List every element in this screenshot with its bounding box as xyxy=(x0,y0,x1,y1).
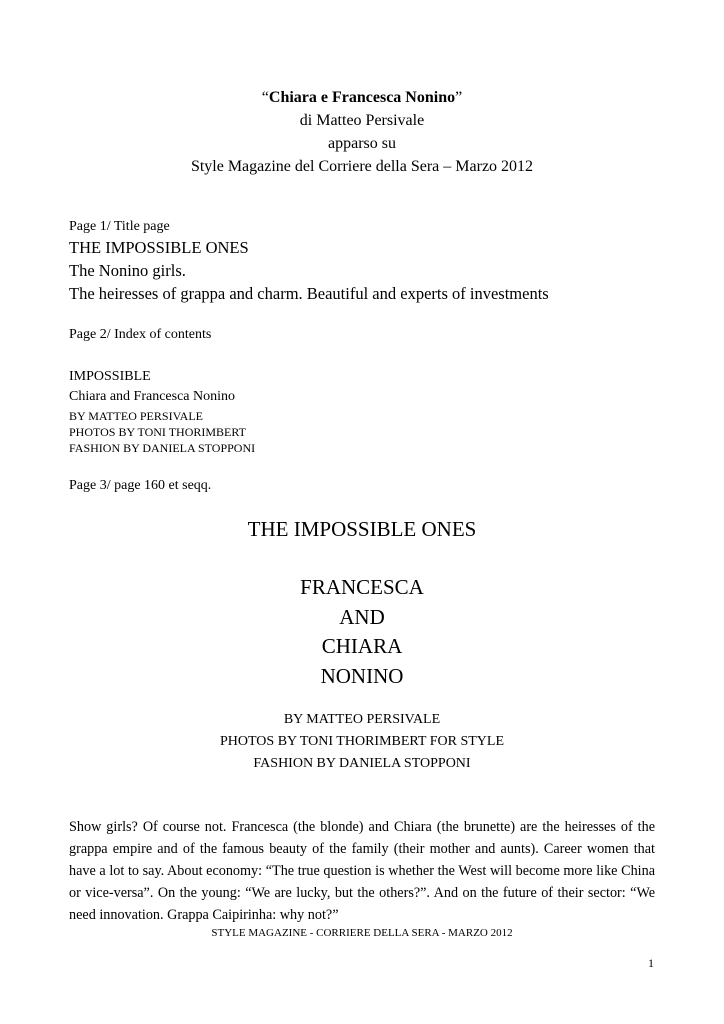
index-heading: IMPOSSIBLE xyxy=(69,369,151,384)
feature-names xyxy=(0,573,724,691)
open-quote: “ xyxy=(261,89,269,106)
page3-label: Page 3/ page 160 et seqq. xyxy=(69,478,212,493)
page-footer: STYLE MAGAZINE - CORRIERE DELLA SERA - MARZO 2012 xyxy=(211,927,513,939)
close-quote: ” xyxy=(455,89,463,106)
publication-name: Style Magazine del Corriere della Sera – Marzo 2012 xyxy=(190,158,534,175)
page1-line-2: The Nonino girls. xyxy=(69,261,186,280)
page3-section xyxy=(69,477,211,495)
article-title-line xyxy=(0,86,724,109)
document-header xyxy=(0,86,724,178)
feature-credits xyxy=(0,709,724,775)
page-number: 1 xyxy=(648,956,654,970)
page1-section xyxy=(69,218,669,305)
page1-line-1: THE IMPOSSIBLE ONES xyxy=(69,238,249,257)
index-credit-author: BY MATTEO PERSIVALE xyxy=(69,409,204,423)
page1-label: Page 1/ Title page xyxy=(69,219,170,234)
name-line-3: CHIARA xyxy=(321,634,403,658)
index-credit-fashion: FASHION BY DANIELA STOPPONI xyxy=(69,441,256,455)
name-line-4: NONINO xyxy=(320,663,404,688)
index-credit-photos: PHOTOS BY TONI THORIMBERT xyxy=(69,425,246,439)
appeared-in-label: apparso su xyxy=(328,135,396,152)
feature-credit-fashion: FASHION BY DANIELA STOPPONI xyxy=(253,756,471,771)
article-title: Chiara e Francesca Nonino xyxy=(268,89,456,106)
page2-label: Page 2/ Index of contents xyxy=(69,327,212,342)
feature-title: THE IMPOSSIBLE ONES xyxy=(247,517,477,541)
index-subtitle: Chiara and Francesca Nonino xyxy=(69,389,235,404)
feature-credit-photos: PHOTOS BY TONI THORIMBERT FOR STYLE xyxy=(220,734,504,749)
feature-credit-author: BY MATTEO PERSIVALE xyxy=(283,712,441,727)
name-line-1: FRANCESCA xyxy=(300,575,424,599)
page2-section xyxy=(69,326,211,344)
article-author: di Matteo Persivale xyxy=(299,112,425,129)
page1-line-3: The heiresses of grappa and charm. Beautiful and experts of investments xyxy=(69,284,549,303)
feature-body-paragraph: Show girls? Of course not. Francesca (the blonde) and Chiara (the brunette) are the heiresses of the grappa empire and of the famous beauty of the family (their mother and aunts). Career women that have a lot to say. About economy: “The true question is whether the West will become more like China or vice-versa”. On the young: “We are lucky, but the others?”. And on the future of their sector: “We need innovation. Grappa Caipirinha: why not?” xyxy=(69,819,655,923)
name-line-2: AND xyxy=(339,604,385,629)
index-entry xyxy=(69,368,255,456)
